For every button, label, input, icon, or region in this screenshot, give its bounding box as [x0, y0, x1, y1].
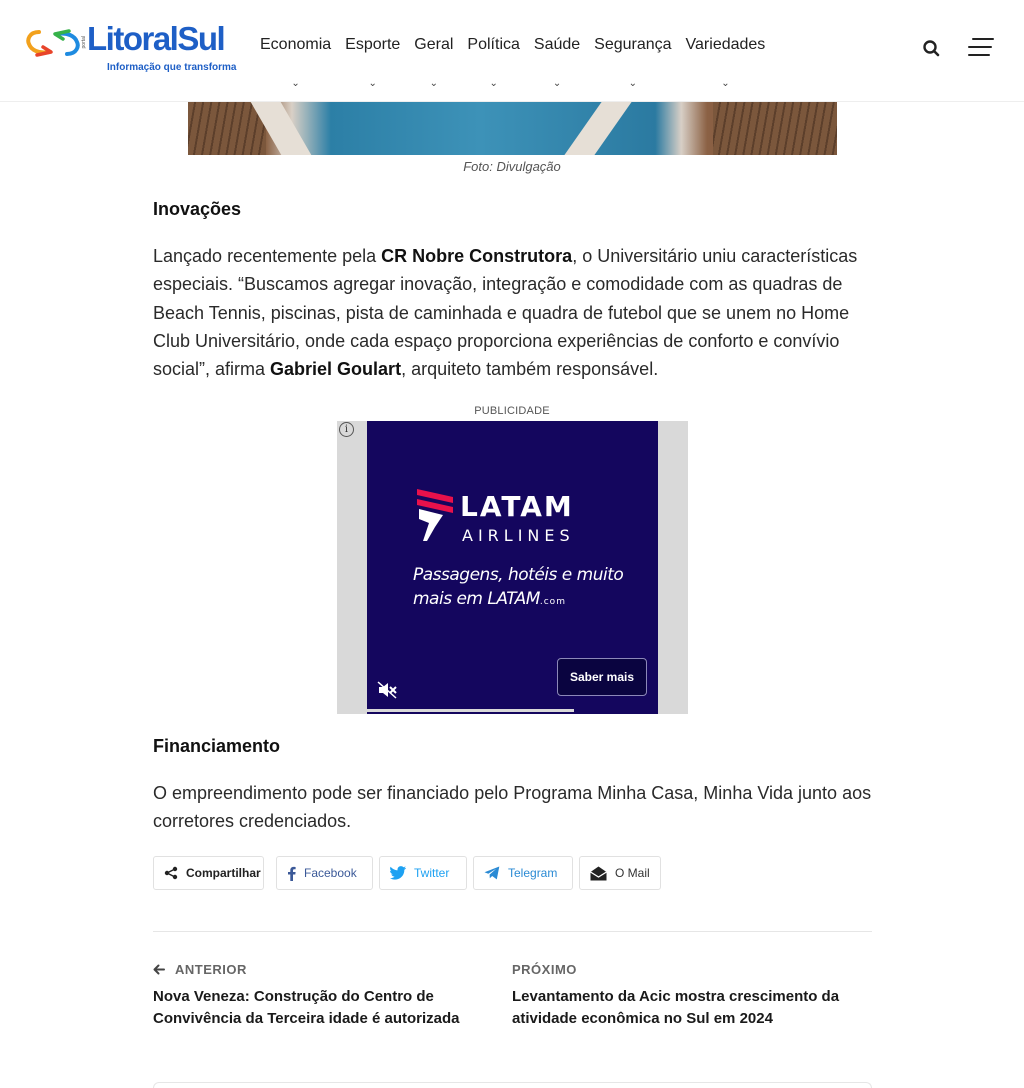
nav-label: Variedades — [685, 36, 766, 53]
ad-domain: .com — [539, 597, 566, 607]
divider — [153, 931, 872, 932]
chevron-down-icon: ⌄ — [552, 78, 562, 89]
ad-info-icon[interactable]: i — [339, 422, 354, 437]
chevron-down-icon: ⌄ — [429, 78, 439, 89]
logo-name: LitoralSul — [87, 20, 225, 57]
ad-brand: LATAM — [460, 490, 574, 523]
ad-creative[interactable] — [367, 421, 658, 714]
next-section-card-edge — [153, 1082, 872, 1088]
telegram-label: Telegram — [508, 866, 558, 880]
search-icon — [919, 36, 945, 62]
advertisement[interactable] — [337, 421, 688, 714]
share-label: Compartilhar — [186, 866, 261, 880]
chevron-down-icon: ⌄ — [291, 78, 300, 89]
next-post-label[interactable]: PRÓXIMO — [512, 962, 577, 977]
site-logo[interactable] — [25, 20, 247, 76]
chevron-down-icon: ⌄ — [368, 78, 377, 89]
menu-line — [968, 54, 990, 56]
bold-person-name: Gabriel Goulart — [270, 359, 402, 380]
nav-label: Segurança — [594, 36, 672, 53]
main-nav — [253, 36, 772, 96]
logo-small-text: portal — [81, 36, 87, 49]
mail-icon — [590, 866, 607, 881]
ad-text — [413, 563, 643, 614]
twitter-icon — [390, 866, 406, 880]
ad-text-line2: mais em LATAM — [413, 589, 540, 609]
arrow-left-icon — [153, 964, 165, 975]
facebook-label: Facebook — [304, 866, 357, 880]
section-title-inovacoes: Inovações — [153, 199, 242, 219]
mail-label: O Mail — [615, 866, 650, 880]
chevron-down-icon: ⌄ — [721, 78, 730, 89]
telegram-share-button[interactable] — [473, 856, 573, 890]
nav-label: Saúde — [533, 36, 581, 53]
search-button[interactable] — [919, 36, 945, 62]
telegram-icon — [484, 866, 500, 880]
bold-company-name: CR Nobre Construtora — [381, 246, 573, 266]
article-paragraph — [153, 242, 878, 383]
hamburger-menu-button[interactable] — [966, 38, 994, 62]
paragraph-text: Lançado recentemente pela — [153, 246, 382, 266]
twitter-share-button[interactable] — [379, 856, 467, 890]
nav-item-variedades[interactable] — [679, 36, 773, 96]
mail-share-button[interactable] — [579, 856, 661, 890]
photo-pool-edge — [564, 102, 631, 155]
previous-label-text: ANTERIOR — [175, 962, 247, 977]
previous-post-link[interactable]: Nova Veneza: Construção do Centro de Convivência da Terceira idade é autorizada — [153, 988, 460, 1027]
chevron-down-icon: ⌄ — [628, 78, 638, 89]
nav-item-politica[interactable] — [460, 36, 526, 96]
twitter-label: Twitter — [414, 866, 450, 880]
nav-item-esporte[interactable] — [338, 36, 407, 96]
nav-item-economia[interactable] — [253, 36, 338, 96]
logo-tagline: Informação que transforma — [107, 62, 237, 73]
previous-post-label[interactable] — [153, 962, 247, 977]
paragraph-text: , o Universitário uniu características especiais. “Buscamos agregar inovação, integração e comodidade com as quadras de Beach Tennis, piscinas, pista de caminhada e quadra de futebol que se unem no Home Club Universitário, onde cada espaço proporciona experiências de conforto e convívio social”, afirma — [153, 246, 858, 380]
nav-label: Geral — [414, 36, 454, 53]
nav-item-geral[interactable] — [407, 36, 460, 96]
facebook-icon — [287, 866, 296, 881]
section-title-financiamento: Financiamento — [153, 736, 281, 756]
ad-video-progress — [367, 709, 574, 712]
nav-item-seguranca[interactable] — [587, 36, 678, 96]
menu-line — [968, 46, 992, 48]
next-post-link[interactable]: Levantamento da Acic mostra crescimento da atividade econômica no Sul em 2024 — [512, 988, 840, 1027]
ad-text-line — [413, 587, 643, 614]
facebook-share-button[interactable] — [276, 856, 373, 890]
article-paragraph: O empreendimento pode ser financiado pelo Programa Minha Casa, Minha Vida junto aos corretores credenciados. — [153, 783, 872, 832]
ad-cta-button[interactable]: Saber mais — [557, 658, 647, 696]
article-photo — [188, 102, 837, 155]
ad-label: PUBLICIDADE — [474, 405, 550, 417]
menu-line — [972, 38, 994, 40]
photo-caption: Foto: Divulgação — [463, 159, 561, 174]
paragraph-text: , arquiteto também responsável. — [401, 359, 659, 380]
nav-label: Economia — [260, 36, 332, 53]
ad-brand-sub: AIRLINES — [462, 526, 575, 545]
nav-label: Esporte — [345, 36, 401, 53]
ad-text-line: Passagens, hotéis e muito — [413, 565, 624, 585]
share-button[interactable] — [153, 856, 264, 890]
chevron-down-icon: ⌄ — [489, 78, 498, 89]
nav-label: Política — [467, 36, 520, 53]
latam-logo-icon — [413, 483, 457, 543]
nav-item-saude[interactable] — [527, 36, 587, 96]
photo-deck-right — [713, 102, 837, 155]
site-header — [0, 0, 1024, 102]
share-icon — [164, 866, 178, 880]
logo-arrows-icon — [25, 28, 81, 58]
mute-icon[interactable] — [377, 681, 397, 699]
